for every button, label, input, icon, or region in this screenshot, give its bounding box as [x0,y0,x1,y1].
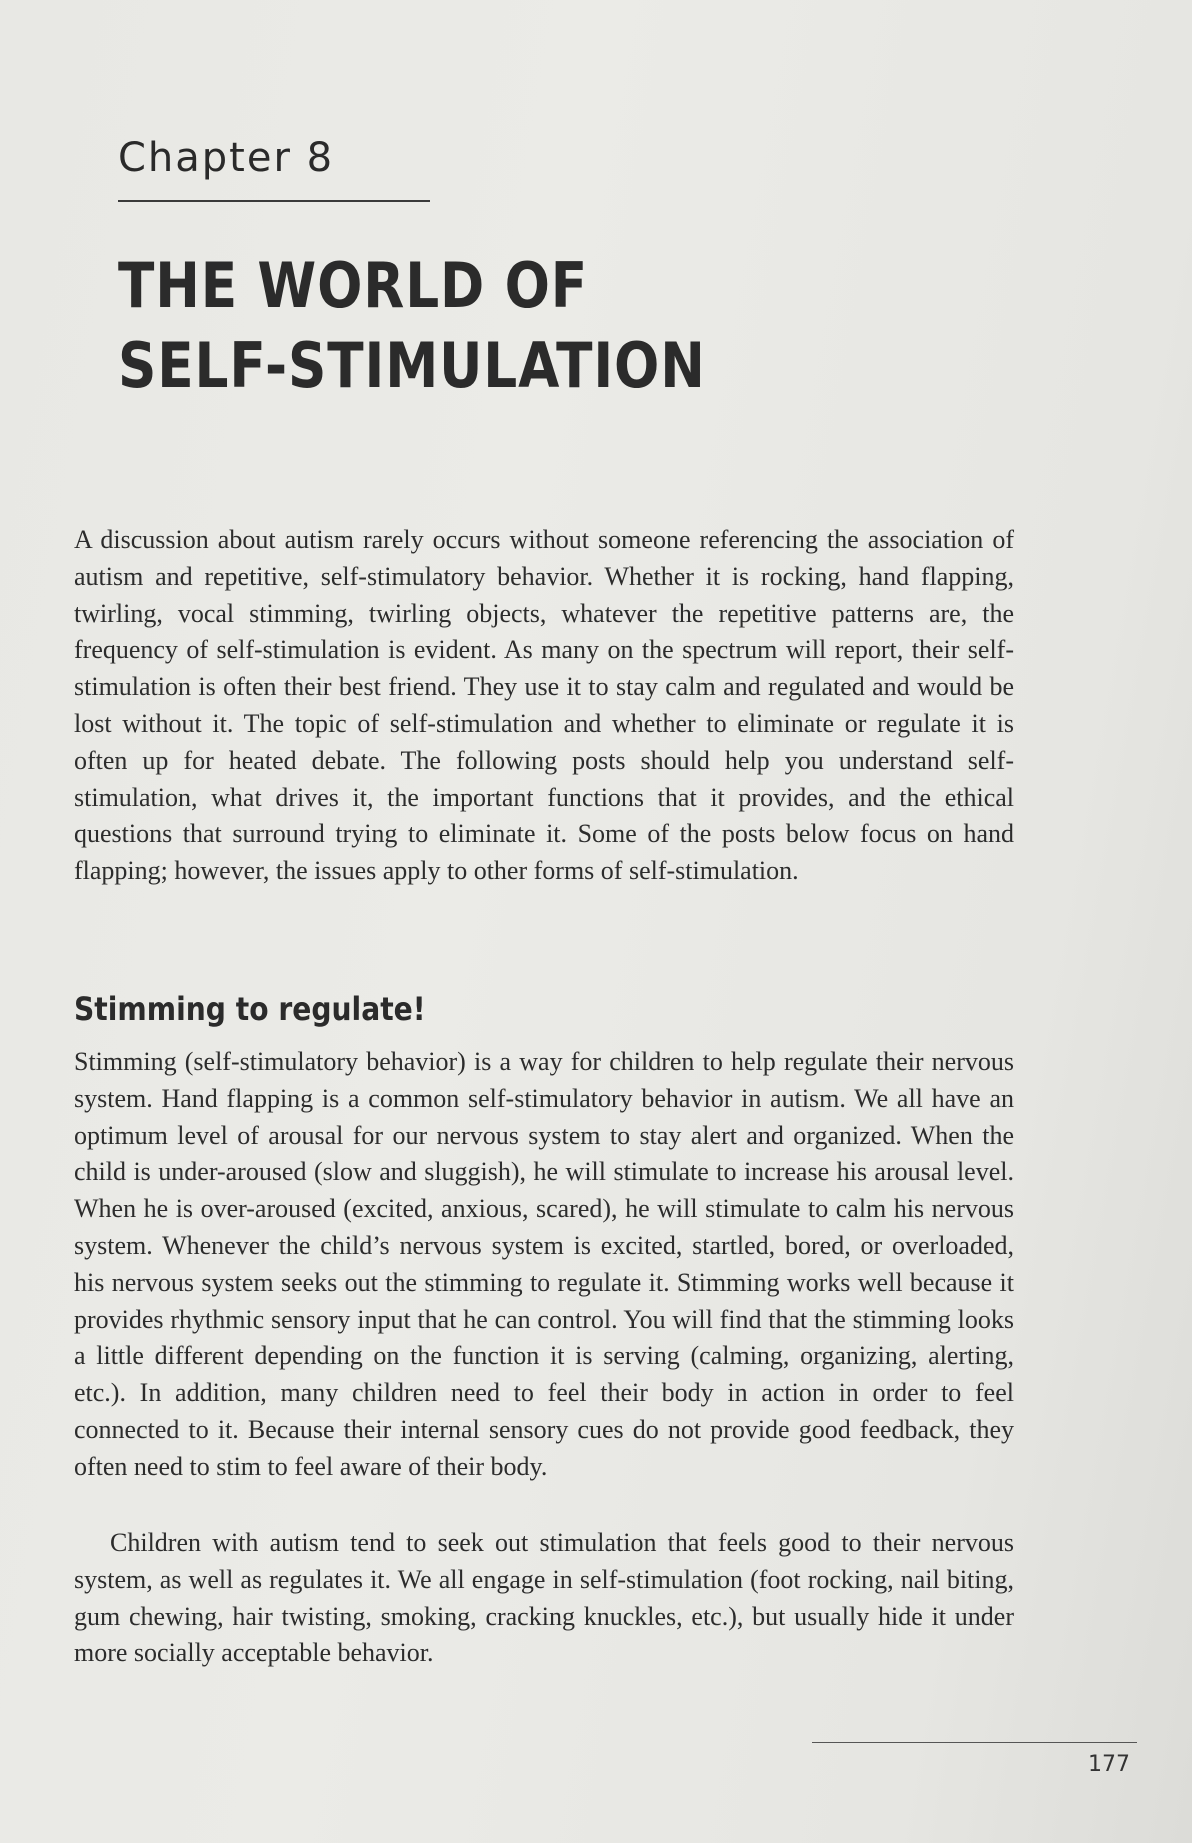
page-number: 177 [1088,1752,1130,1777]
chapter-divider [118,200,430,202]
body-paragraph-2: Children with autism tend to seek out stimulation that feels good to their nervous system, as well as regulates it. We all engage in self-stimulation (foot rocking, nail biting, gum chewing, hair twisting, smoking, cracking knuckles, etc.), but usually hide it under more socially acceptable behavior. [74,1528,1014,1668]
footer-divider [812,1742,1137,1743]
chapter-title-line-1: THE WORLD OF [118,249,589,322]
chapter-title-line-2: SELF-STIMULATION [118,329,706,402]
body-paragraph-1: Stimming (self-stimulatory behavior) is a way for children to help regulate their nervous system. Hand flapping is a common self-stimulatory behavior in autism. We all have an optimum level of arousal for our nervous system to stay alert and organized. When the child is under-aroused (slow and sluggish), he will stimulate to increase his arousal level. When he is over-aroused (excited, anxious, scared), he will stimulate to calm his nervous system. Whenever the child’s nervous system is excited, startled, bored, or overloaded, his nervous system seeks out the stimming to regulate it. Stimming works well because it provides rhythmic sensory input that he can control. You will find that the stimming looks a little different depending on the function it is serving (calming, organizing, alerting, etc.). In addition, many children need to feel their body in action in order to feel connected to it. Because their internal sensory cues do not provide good feedback, they often need to stim to feel aware of their body. [74,1047,1014,1481]
intro-paragraph: A discussion about autism rarely occurs without someone referencing the association of autism and repetitive, self-stimulatory behavior. Whether it is rocking, hand flapping, twirling, vocal stimming, twirling objects, whatever the repetitive patterns are, the frequency of self-stimulation is evident. As many on the spectrum will report, their self-stimulation is often their best friend. They use it to stay calm and regulated and would be lost without it. The topic of self-stimulation and whether to eliminate or regulate it is often up for heated debate. The following posts should help you understand self-stimulation, what drives it, the important functions that it provides, and the ethical questions that surround trying to eliminate it. Some of the posts below focus on hand flapping; however, the issues apply to other forms of self-stimulation. [74,525,1014,886]
chapter-title [118,246,806,406]
section-heading: Stimming to regulate! [74,990,426,1028]
chapter-label: Chapter 8 [118,135,335,181]
